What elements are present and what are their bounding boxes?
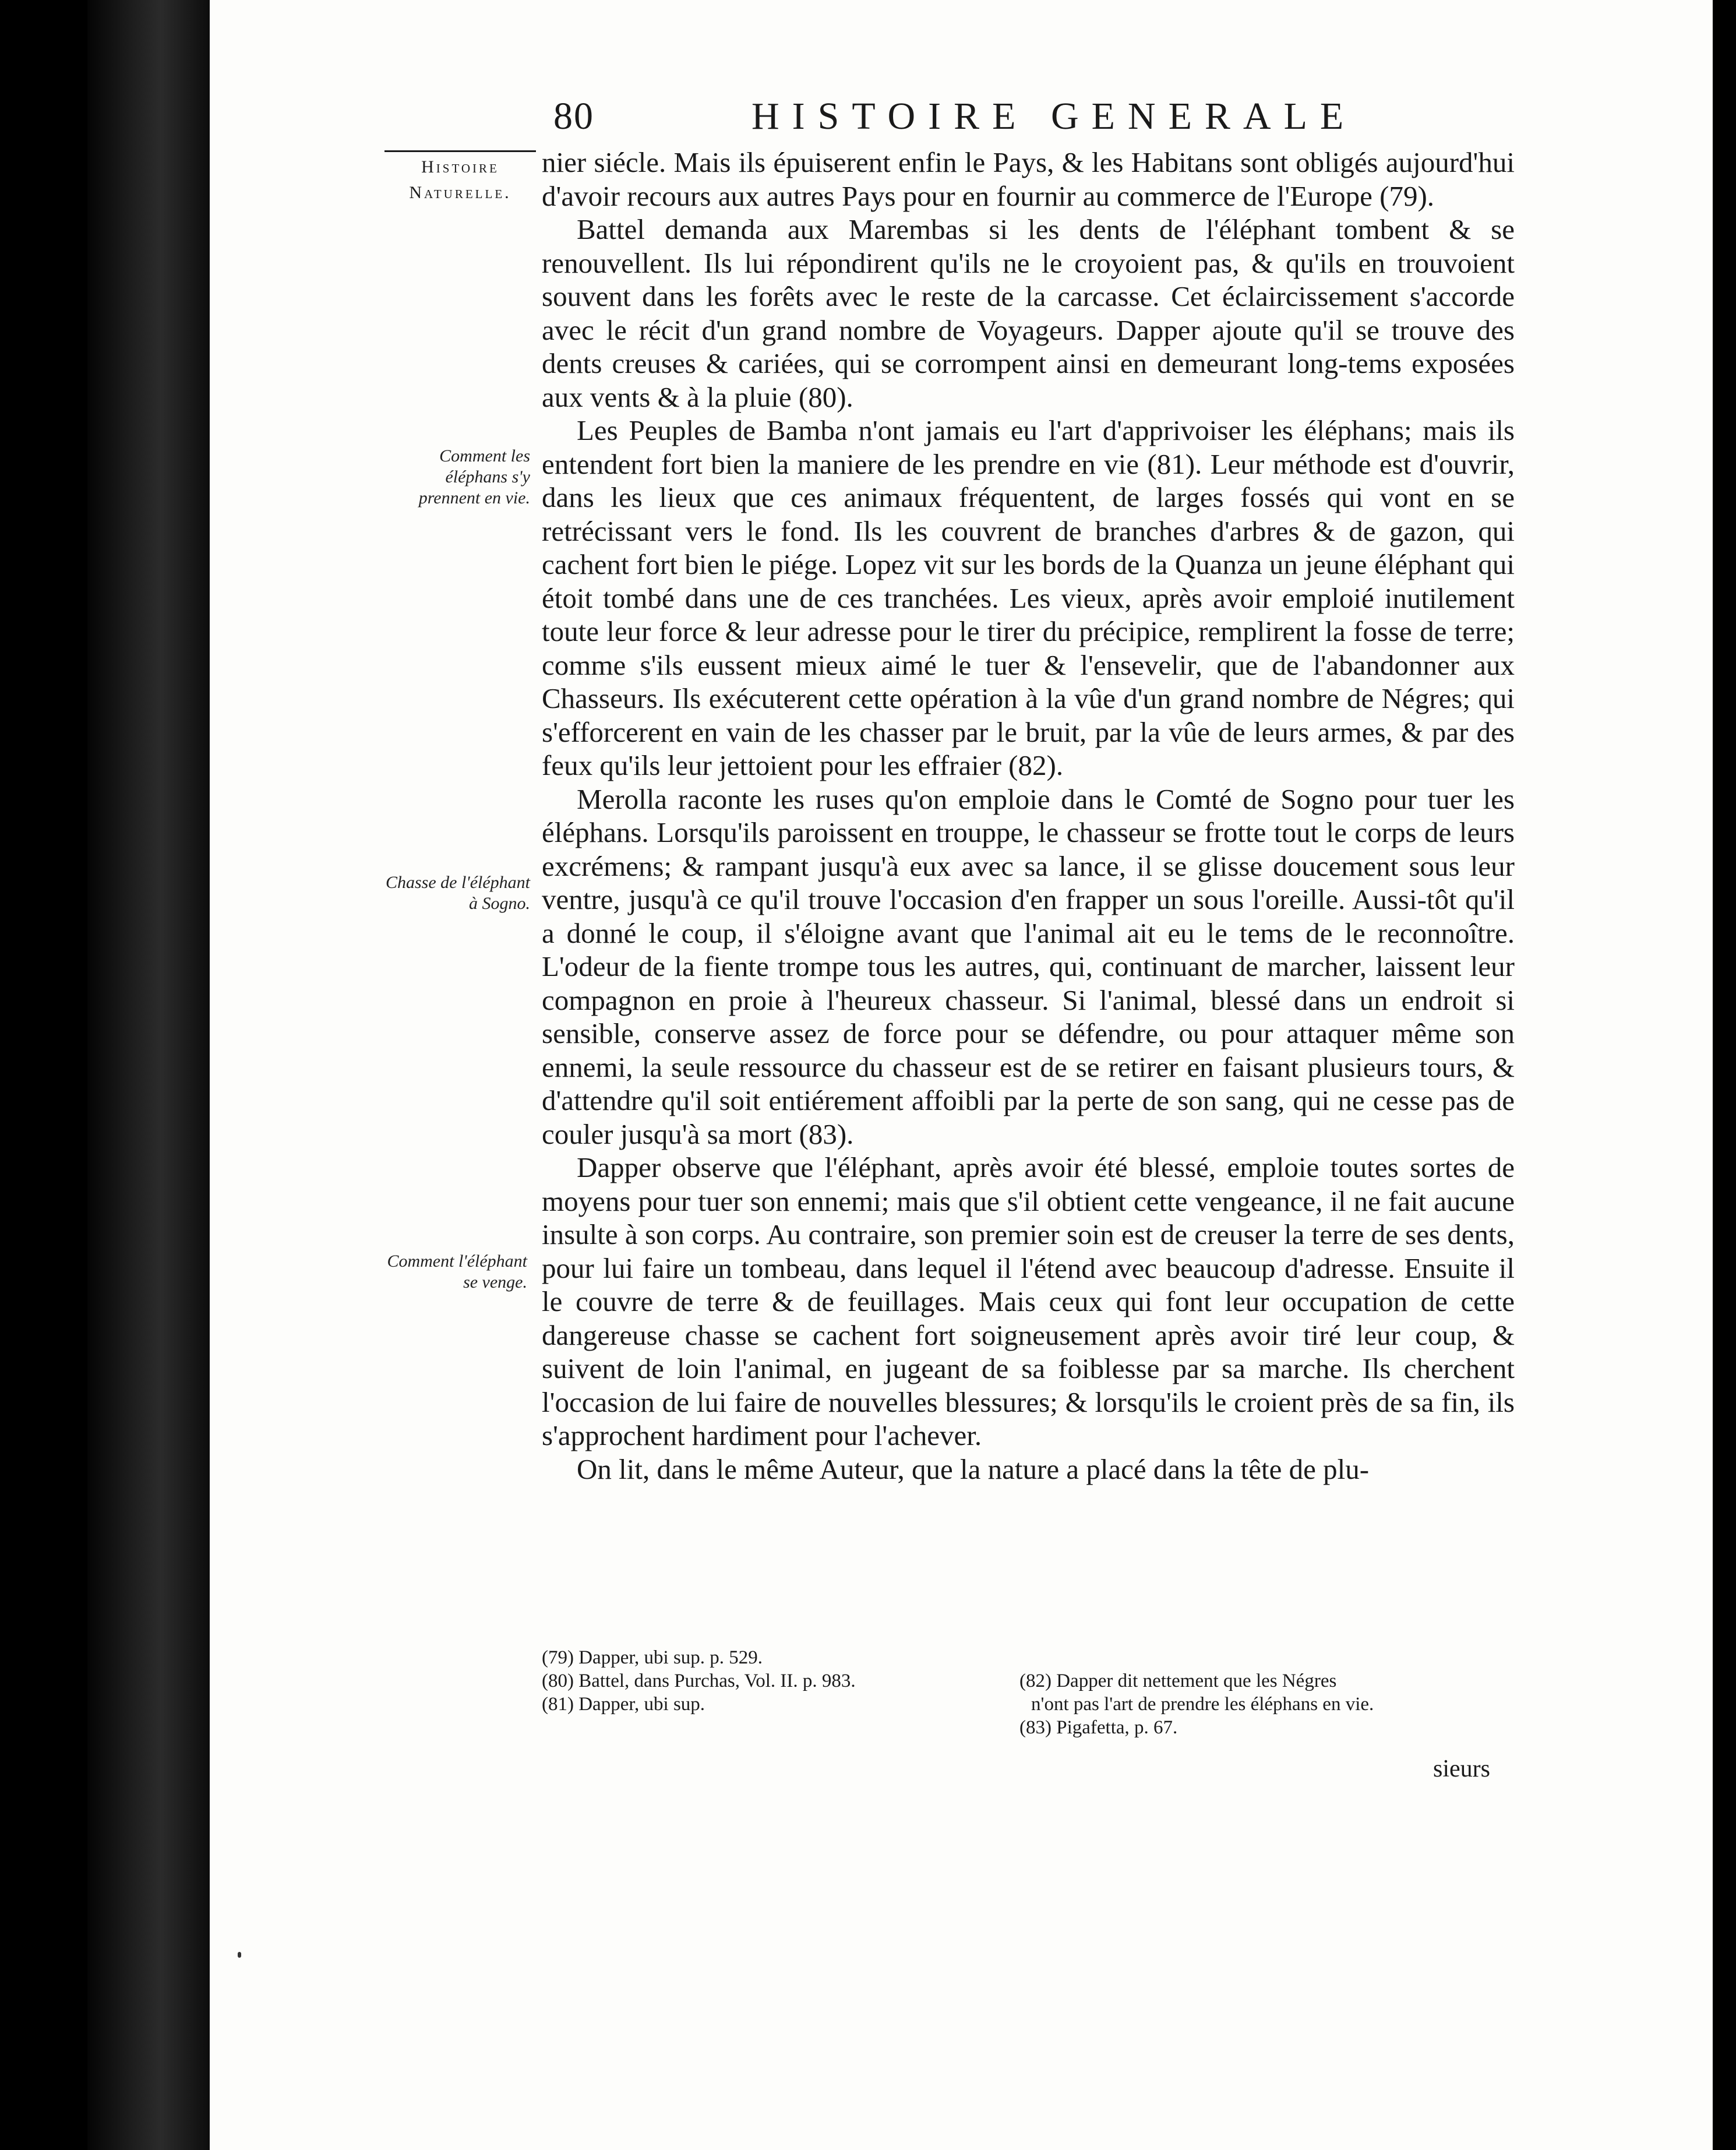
margin-note: Comment l'éléphant se venge. [387, 1252, 527, 1292]
catchword: sieurs [1433, 1756, 1490, 1782]
margin-section-title-line2: Naturelle. [409, 183, 511, 202]
margin-section-title [384, 150, 536, 206]
footnotes-right-column [1019, 1669, 1515, 1739]
ink-speck [238, 1952, 241, 1958]
paragraph: Les Peuples de Bamba n'ont jamais eu l'art d'apprivoiser les éléphans; mais ils entendent fort bien la maniere de les prendre en vie (81). Leur méthode est d'ouvrir, dans les lieux que ces animaux fréquentent, de larges fossés qui vont en se retrécissant vers le fond. Ils les couvrent de branches d'arbres & de gazon, qui cachent fort bien le piége. Lopez vit sur les bords de la Quanza un jeune éléphant qui étoit tombé dans une de ces tranchées. Les vieux, après avoir emploié inutilement toute leur force & leur adresse pour le tirer du précipice, remplirent la fosse de terre; comme s'ils eussent mieux aimé le tuer & l'ensevelir, que de l'abandonner aux Chasseurs. Ils exécuterent cette opération à la vûe d'un grand nombre de Négres; qui s'efforcerent en vain de les chasser par le bruit, par la vûe de leurs armes, & par des feux qu'ils leur jettoient pour les effraier (82). [542, 414, 1515, 781]
footnotes [542, 1646, 1515, 1751]
footnotes-left-column [542, 1646, 1008, 1716]
footnote: (80) Battel, dans Purchas, Vol. II. p. 983. [542, 1670, 856, 1691]
paragraph: Merolla raconte les ruses qu'on emploie dans le Comté de Sogno pour tuer les éléphans. Lorsqu'ils paroissent en trouppe, le chasseur se frotte tout le corps de leurs excrémens; & rampant jusqu'à eux avec sa lance, il se glisse doucement sous leur ventre, jusqu'à ce qu'il trouve l'occasion d'en frapper un sous l'oreille. Aussi-tôt qu'il a donné le coup, il s'éloigne avant que l'animal ait eu le tems de le reconnoître. L'odeur de la fiente trompe tous les autres, qui, continuant de marcher, laissent leur compagnon en proie à l'heureux chasseur. Si l'animal, blessé dans un endroit si sensible, conserve assez de force pour se défendre, ou pour attaquer même son ennemi, la seule ressource du chasseur est de se retirer en faisant plusieurs tours, & d'attendre qu'il soit entiérement affoibli par la perte de son sang, qui ne cesse pas de couler jusqu'à sa mort (83). [542, 783, 1515, 1150]
margin-note: Chasse de l'éléphant à Sogno. [385, 873, 530, 913]
book-binding [87, 0, 210, 2150]
footnote: (82) Dapper dit nettement que les Négres [1019, 1670, 1337, 1691]
footnote: (83) Pigafetta, p. 67. [1019, 1717, 1178, 1738]
footnote: (81) Dapper, ubi sup. [542, 1694, 705, 1715]
page-number: 80 [553, 95, 594, 138]
margin-note: Comment les éléphans s'y prennent en vie. [418, 446, 530, 507]
body-text [542, 146, 1515, 1486]
running-head-title: HISTOIRE GENERALE [751, 95, 1357, 138]
paragraph: Battel demanda aux Marembas si les dents de l'éléphant tombent & se renouvellent. Ils lui répondirent qu'ils ne le croyoient pas, & qu'ils en trouvoient souvent dans les forêts avec le reste de la carcasse. Cet éclaircissement s'accorde avec le récit d'un grand nombre de Voyageurs. Dapper ajoute qu'il se trouve des dents creuses & cariées, qui se corrompent ainsi en demeurant long-tems exposées aux vents & à la pluie (80). [542, 213, 1515, 413]
page-edge [1713, 0, 1736, 2150]
footnote-continuation: n'ont pas l'art de prendre les éléphans en vie. [1031, 1694, 1374, 1715]
footnote: (79) Dapper, ubi sup. p. 529. [542, 1647, 763, 1668]
running-head [553, 94, 1381, 147]
paragraph: nier siécle. Mais ils épuiserent enfin le Pays, & les Habitans sont obligés aujourd'hui d'avoir recours aux autres Pays pour en fournir au commerce de l'Europe (79). [542, 146, 1515, 212]
margin-section-title-line1: Histoire [421, 157, 499, 177]
paragraph: Dapper observe que l'éléphant, après avoir été blessé, emploie toutes sortes de moyens pour tuer son ennemi; mais que s'il obtient cette vengeance, il ne fait aucune insulte à son corps. Au contraire, son premier soin est de creuser la terre de ses dents, pour lui faire un tombeau, dans lequel il l'étend avec beaucoup d'adresse. Ensuite il le couvre de terre & de feuillages. Mais ceux qui font leur occupation de cette dangereuse chasse se cachent fort soigneusement après avoir tiré leur coup, & suivent de loin l'animal, en jugeant de sa foiblesse par sa marche. Ils cherchent l'occasion de lui faire de nouvelles blessures; & lorsqu'ils le croient près de sa fin, ils s'approchent hardiment pour l'achever. [542, 1151, 1515, 1451]
paragraph: On lit, dans le même Auteur, que la nature a placé dans la tête de plu- [577, 1453, 1370, 1485]
